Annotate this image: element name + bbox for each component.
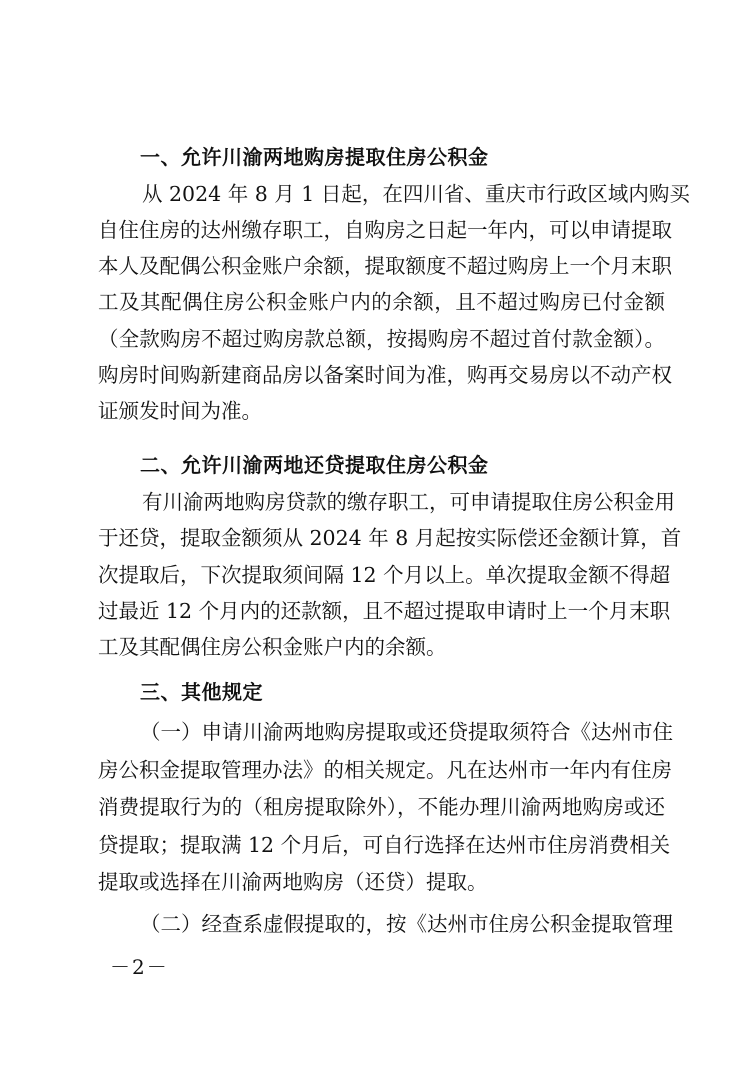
paragraph-line: 贷提取；提取满 12 个月后，可自行选择在达州市住房消费相关	[98, 833, 671, 857]
paragraph-line: 次提取后，下次提取须间隔 12 个月以上。单次提取金额不得超	[98, 563, 671, 587]
paragraph-line: 房公积金提取管理办法》的相关规定。凡在达州市一年内有住房	[98, 758, 672, 782]
page-number: －2－	[110, 955, 169, 979]
paragraph-line: 证颁发时间为准。	[98, 399, 262, 423]
section-1-heading: 一、允许川渝两地购房提取住房公积金	[140, 145, 489, 169]
paragraph-line: 工及其配偶住房公积金账户内的余额，且不超过购房已付金额	[98, 290, 665, 314]
paragraph-line: 从 2024 年 8 月 1 日起，在四川省、重庆市行政区域内购买	[142, 182, 690, 206]
paragraph-line: 工及其配偶住房公积金账户内的余额。	[98, 635, 447, 659]
section-2-heading: 二、允许川渝两地还贷提取住房公积金	[140, 453, 489, 477]
paragraph-line: 本人及配偶公积金账户余额，提取额度不超过购房上一个月末职	[98, 254, 672, 278]
section-3-heading: 三、其他规定	[140, 680, 263, 704]
paragraph-line: 提取或选择在川渝两地购房（还贷）提取。	[98, 870, 488, 894]
paragraph-line: 有川渝两地购房贷款的缴存职工，可申请提取住房公积金用	[142, 490, 675, 514]
paragraph-line: 自住住房的达州缴存职工，自购房之日起一年内，可以申请提取	[98, 218, 672, 242]
paragraph-line: （全款购房不超过购房款总额，按揭购房不超过首付款金额）。	[98, 327, 665, 351]
paragraph-line: 于还贷，提取金额须从 2024 年 8 月起按实际偿还金额计算，首	[98, 526, 682, 550]
paragraph-line: （一）申请川渝两地购房提取或还贷提取须符合《达州市住	[140, 720, 673, 744]
paragraph-line: 购房时间购新建商品房以备案时间为准，购再交易房以不动产权	[98, 363, 672, 387]
paragraph-line: （二）经查系虚假提取的，按《达州市住房公积金提取管理	[140, 912, 673, 936]
paragraph-line: 过最近 12 个月内的还款额，且不超过提取申请时上一个月末职	[98, 599, 671, 623]
paragraph-line: 消费提取行为的（租房提取除外），不能办理川渝两地购房或还	[98, 795, 665, 819]
